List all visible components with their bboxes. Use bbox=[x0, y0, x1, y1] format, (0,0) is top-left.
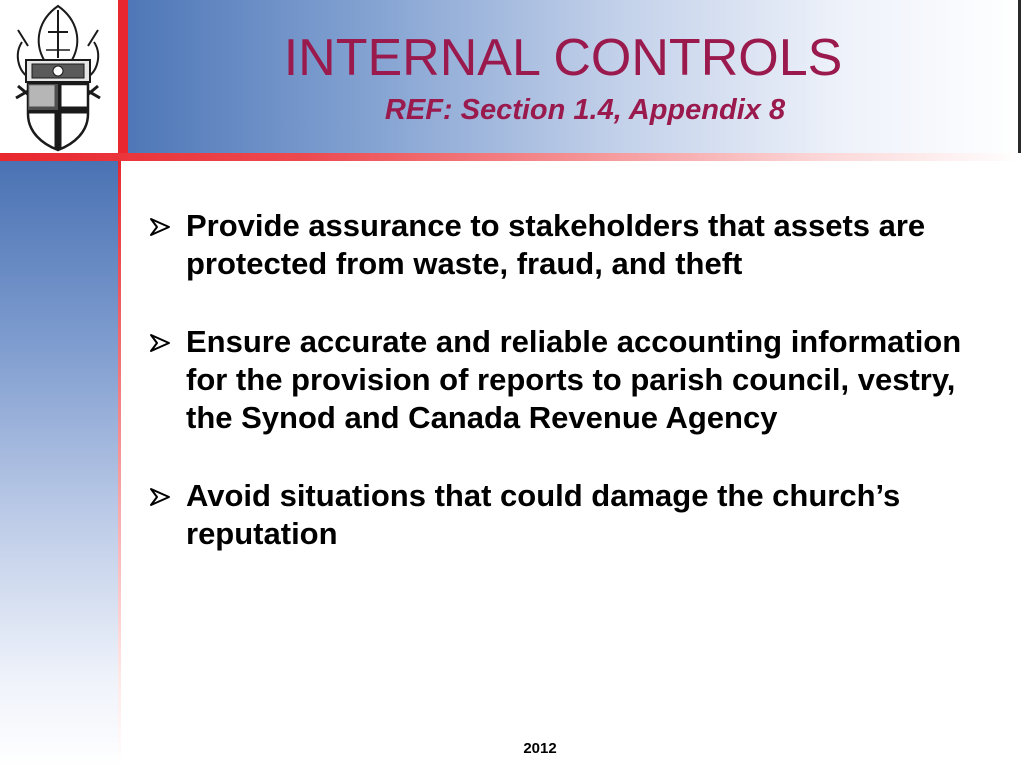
bullet-item-assurance bbox=[148, 207, 1008, 283]
bullet-list bbox=[148, 207, 1008, 593]
arrow-bullet-icon bbox=[148, 487, 172, 507]
arrow-bullet-icon bbox=[148, 217, 172, 237]
bullet-item-accounting bbox=[148, 323, 1008, 437]
bullet-text: Ensure accurate and reliable accounting information for the provision of reports to parish council, vestry, the Synod and Canada Revenue Agency bbox=[186, 324, 962, 435]
header-right-rule bbox=[1018, 0, 1021, 161]
slide-title: INTERNAL CONTROLS bbox=[283, 29, 843, 87]
bullet-text: Avoid situations that could damage the church’s reputation bbox=[186, 478, 901, 551]
red-vertical-bar bbox=[118, 0, 128, 161]
footer-year: 2012 bbox=[523, 740, 557, 757]
left-side-rule bbox=[118, 161, 121, 768]
red-horizontal-bar bbox=[0, 153, 1024, 161]
arrow-bullet-icon bbox=[148, 333, 172, 353]
slide-subtitle: REF: Section 1.4, Appendix 8 bbox=[384, 94, 786, 126]
bullet-text: Provide assurance to stakeholders that assets are protected from waste, fraud, and theft bbox=[186, 208, 926, 281]
diocese-crest-logo bbox=[4, 2, 112, 152]
bullet-item-reputation bbox=[148, 477, 1008, 553]
left-side-band bbox=[0, 161, 118, 768]
